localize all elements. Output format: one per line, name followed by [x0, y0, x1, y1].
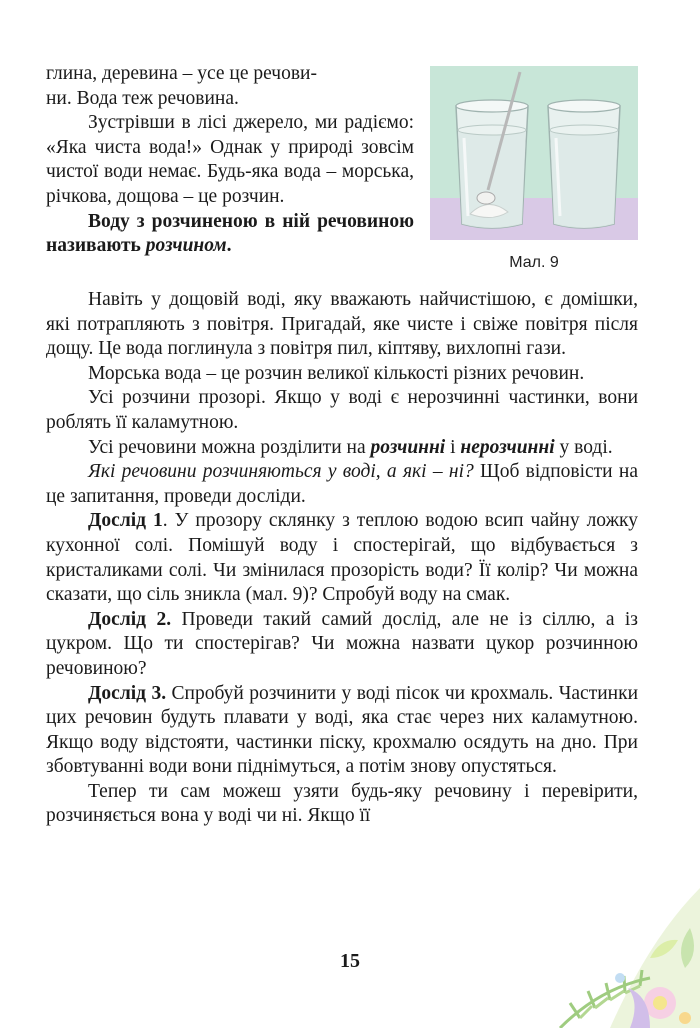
definition-term: розчином: [145, 235, 227, 257]
paragraph-spring: Зустрівши в лісі джерело, ми радіємо: «Яка чиста вода!» Однак у природі зовсім чистої води немає. Будь-яка вода – морська, річкова, дощова – це розчин.: [46, 112, 414, 207]
question-rest: Щоб відповісти на це запитання, проведи досліди.: [46, 461, 638, 507]
definition-lead: Воду з розчиненою в ній речовиною називають: [46, 210, 414, 257]
figure-caption: Мал. 9: [509, 254, 559, 271]
text-line: ни. Вода теж речовина.: [46, 87, 239, 109]
experiment-2-text: Проведи такий самий дослід, але не із сіллю, а із цукром. Що ти спостерігав? Чи можна назвати цукор розчинною речовиною?: [46, 608, 638, 679]
text-line: глина, деревина – усе це речови-: [46, 63, 317, 84]
top-text-block: [46, 62, 414, 259]
figure-glasses: [430, 66, 638, 240]
classification-mid: і: [445, 436, 461, 458]
main-text-block: [46, 288, 638, 829]
experiment-1-label: Дослід 1: [88, 510, 163, 532]
page-number: 15: [340, 950, 360, 972]
definition-paragraph: [46, 210, 414, 259]
term-insoluble: нерозчинні: [460, 436, 555, 458]
glasses-illustration: [430, 66, 638, 240]
paragraph-final: Тепер ти сам можеш узяти будь-яку речовину і перевірити, розчиняється вона у воді чи ні. Якщо її: [46, 780, 638, 827]
definition-end: .: [226, 235, 232, 257]
term-soluble: розчинні: [370, 436, 446, 458]
experiment-1: [46, 509, 638, 607]
paragraph-sea: Морська вода – це розчин великої кількості різних речовин.: [88, 362, 585, 384]
glass-of-water: [548, 100, 620, 228]
paragraph-rain: Навіть у дощовій воді, яку вважають найчистішою, є домішки, які потрапляють з повітря. Пригадай, яке чисте і свіже повітря після дощу. Це вода поглинула з повітря пил, кіптяву, вихлопні гази.: [46, 289, 638, 360]
experiment-3-text: Спробуй розчинити у воді пісок чи крохмаль. Частинки цих речовин будуть плавати у воді, яка стає через них каламутною. Якщо воду відстояти, частинки піску, крохмалю осядуть на дно. При збовтуванні води вони піднімуться, а потім знову опустяться.: [46, 682, 638, 778]
paragraph-classification: [46, 436, 638, 461]
classification-lead: Усі речовини можна розділити на: [88, 436, 371, 458]
experiment-2-label: Дослід 2.: [88, 608, 172, 630]
floral-decoration: [500, 828, 700, 1028]
experiment-2: [46, 608, 638, 682]
experiment-3: [46, 682, 638, 780]
experiment-3-label: Дослід 3.: [88, 682, 167, 704]
question-text: Які речовини розчиняються у воді, а які – ні?: [88, 461, 474, 483]
classification-end: у воді.: [554, 436, 613, 458]
experiment-1-text: . У прозору склянку з теплою водою всип чайну ложку кухонної солі. Помішуй воду і спостерігай, що відбувається з кристаликами солі. Чи змінилася прозорість води? Її колір? Чи можна сказати, що сіль зникла (мал. 9)? Спробуй воду на смак.: [46, 510, 638, 606]
paragraph-transparency: Усі розчини прозорі. Якщо у воді є нерозчинні частинки, вони роблять її каламутною.: [46, 387, 638, 433]
paragraph-continued: [46, 62, 414, 111]
paragraph-question: [46, 460, 638, 509]
